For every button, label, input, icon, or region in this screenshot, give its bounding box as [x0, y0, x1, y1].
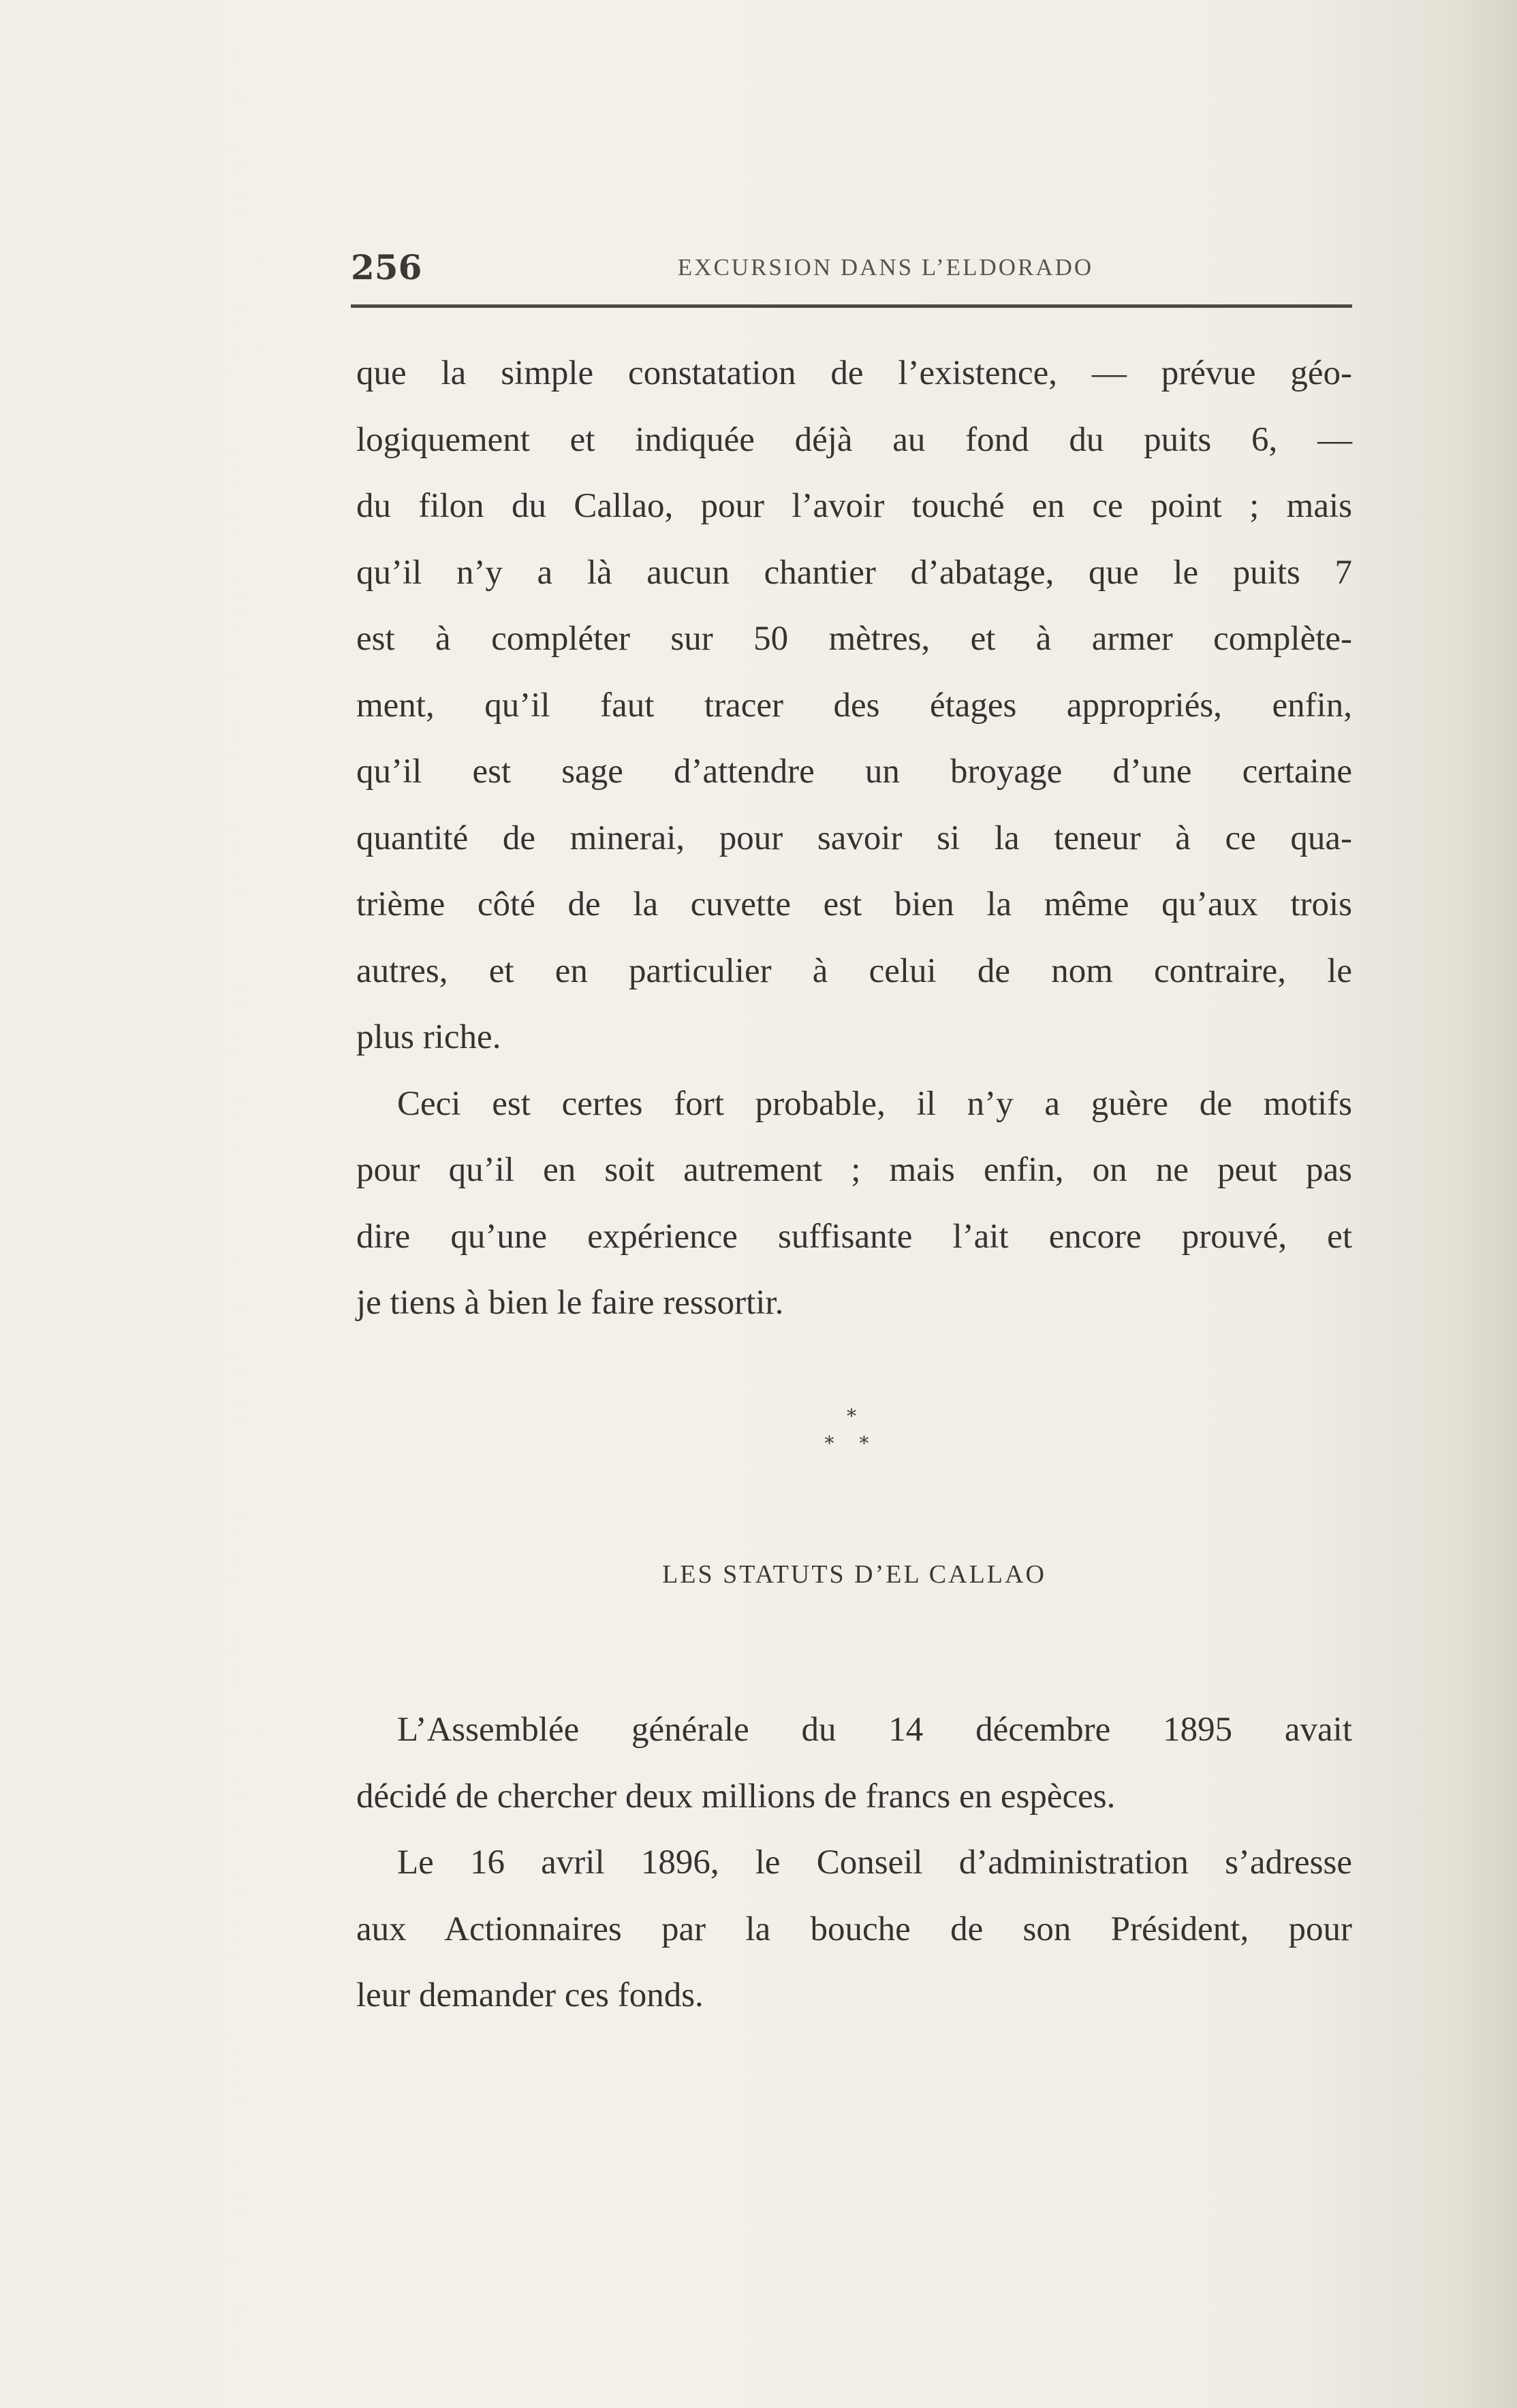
paragraph-4 [356, 1830, 1352, 2029]
paragraph-3 [356, 1697, 1352, 1830]
paragraph-1 [356, 340, 1352, 1337]
text-line: décidé de chercher deux millions de francs en espèces. [356, 1777, 1116, 1816]
section-heading: LES STATUTS D’EL CALLAO [662, 1560, 1046, 1589]
page-header [351, 242, 1352, 296]
text-line: trième côté de la cuvette est bien la même qu’aux trois [356, 885, 1352, 923]
text-line: quantité de minerai, pour savoir si la teneur à ce qua- [356, 819, 1352, 857]
header-rule [351, 304, 1352, 308]
text-line: pour qu’il en soit autrement ; mais enfin, on ne peut pas [356, 1151, 1352, 1189]
text-line: dire qu’une expérience suffisante l’ait encore prouvé, et [356, 1217, 1352, 1256]
text-line: autres, et en particulier à celui de nom contraire, le [356, 951, 1352, 990]
asterism-divider [804, 1403, 899, 1457]
asterism-bottom: * * [824, 1432, 879, 1455]
text-line: L’Assemblée générale du 14 décembre 1895 avait [397, 1711, 1352, 1749]
running-title: EXCURSION DANS L’ELDORADO [677, 254, 1094, 281]
text-line: Le 16 avril 1896, le Conseil d’administration s’adresse [397, 1843, 1352, 1882]
text-line: Ceci est certes fort probable, il n’y a guère de motifs [397, 1084, 1352, 1123]
text-line: plus riche. [356, 1018, 501, 1056]
text-line: leur demander ces fonds. [356, 1976, 704, 2014]
text-line: est à compléter sur 50 mètres, et à armer complète- [356, 620, 1352, 658]
page-number: 256 [351, 247, 422, 287]
text-line: je tiens à bien le faire ressortir. [356, 1284, 784, 1322]
text-line: aux Actionnaires par la bouche de son Président, pour [356, 1910, 1352, 1948]
text-line: qu’il n’y a là aucun chantier d’abatage, que le puits 7 [356, 553, 1352, 592]
text-line: du filon du Callao, pour l’avoir touché en ce point ; mais [356, 487, 1352, 525]
text-line: ment, qu’il faut tracer des étages appropriés, enfin, [356, 686, 1352, 725]
text-line: logiquement et indiquée déjà au fond du puits 6, — [356, 420, 1352, 459]
asterism-top: * [847, 1405, 856, 1427]
text-line: que la simple constatation de l’existence, — prévue géo- [356, 354, 1352, 392]
text-line: qu’il est sage d’attendre un broyage d’une certaine [356, 752, 1352, 791]
